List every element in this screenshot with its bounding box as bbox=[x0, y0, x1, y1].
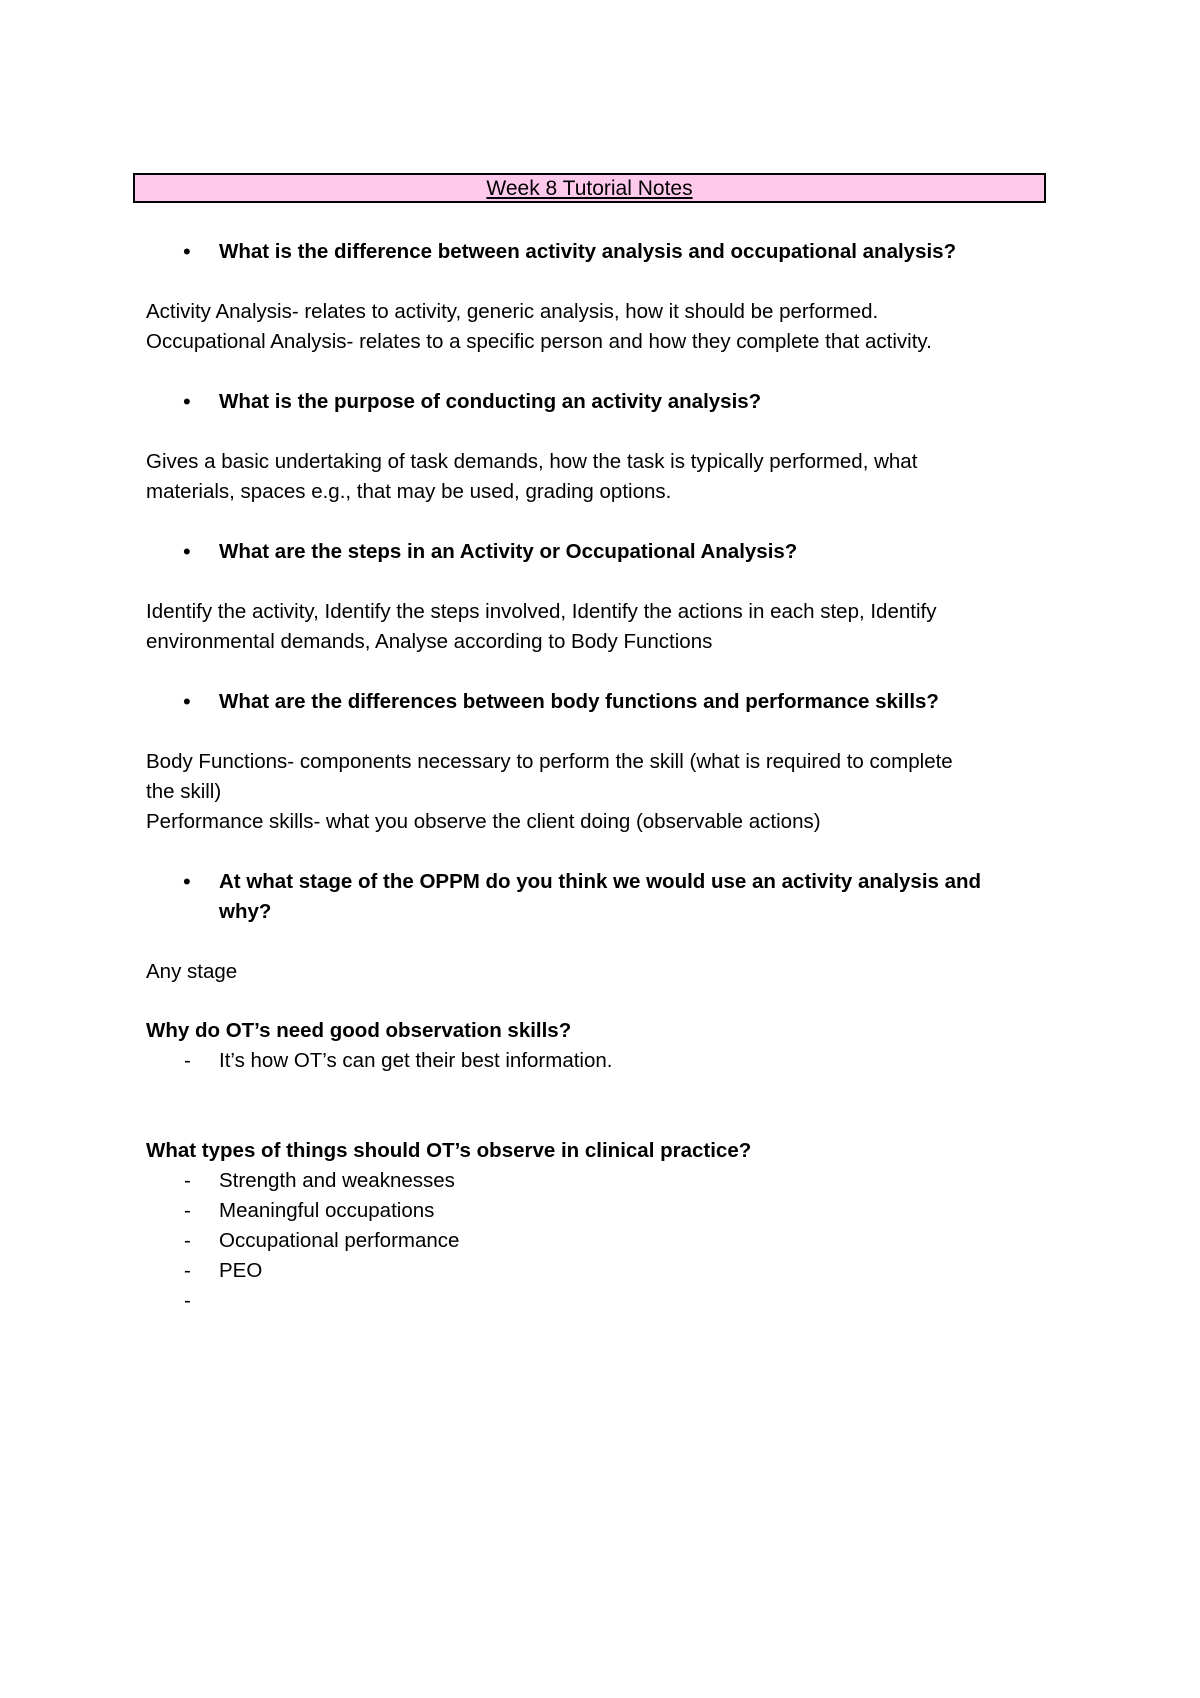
answer-4-line-3: Performance skills- what you observe the client doing (observable actions) bbox=[146, 810, 821, 833]
bullet-icon: • bbox=[183, 239, 191, 264]
observation-heading: Why do OT’s need good observation skills? bbox=[146, 1019, 572, 1042]
answer-1-line-1: Activity Analysis- relates to activity, generic analysis, how it should be performed. bbox=[146, 300, 879, 323]
answer-2-line-1: Gives a basic undertaking of task demands, how the task is typically performed, what bbox=[146, 450, 918, 473]
answer-5-line-1: Any stage bbox=[146, 960, 238, 983]
dash-marker: - bbox=[184, 1259, 191, 1282]
answer-2-line-2: materials, spaces e.g., that may be used, grading options. bbox=[146, 480, 672, 503]
observation-item: It’s how OT’s can get their best information. bbox=[219, 1049, 613, 1072]
bullet-icon: • bbox=[183, 389, 191, 414]
practice-item: Occupational performance bbox=[219, 1229, 460, 1252]
practice-item: Strength and weaknesses bbox=[219, 1169, 455, 1192]
dash-marker: - bbox=[184, 1049, 191, 1072]
question-3: What are the steps in an Activity or Occupational Analysis? bbox=[219, 540, 798, 563]
practice-heading: What types of things should OT’s observe in clinical practice? bbox=[146, 1139, 752, 1162]
dash-marker: - bbox=[184, 1289, 191, 1312]
question-5-line-1: At what stage of the OPPM do you think we would use an activity analysis and bbox=[219, 870, 982, 893]
question-4: What are the differences between body functions and performance skills? bbox=[219, 690, 939, 713]
question-5-line-2: why? bbox=[219, 900, 272, 923]
dash-marker: - bbox=[184, 1199, 191, 1222]
question-1: What is the difference between activity analysis and occupational analysis? bbox=[219, 240, 957, 263]
question-2: What is the purpose of conducting an activity analysis? bbox=[219, 390, 762, 413]
answer-4-line-1: Body Functions- components necessary to perform the skill (what is required to complete bbox=[146, 750, 953, 773]
bullet-icon: • bbox=[183, 539, 191, 564]
dash-marker: - bbox=[184, 1169, 191, 1192]
dash-marker: - bbox=[184, 1229, 191, 1252]
title-banner bbox=[133, 173, 1046, 203]
bullet-icon: • bbox=[183, 689, 191, 714]
practice-item: Meaningful occupations bbox=[219, 1199, 435, 1222]
answer-1-line-2: Occupational Analysis- relates to a specific person and how they complete that activity. bbox=[146, 330, 932, 353]
answer-4-line-2: the skill) bbox=[146, 780, 222, 803]
answer-3-line-2: environmental demands, Analyse according to Body Functions bbox=[146, 630, 713, 653]
answer-3-line-1: Identify the activity, Identify the steps involved, Identify the actions in each step, Identify bbox=[146, 600, 937, 623]
page-title: Week 8 Tutorial Notes bbox=[486, 177, 693, 200]
bullet-icon: • bbox=[183, 869, 191, 894]
practice-item: PEO bbox=[219, 1259, 263, 1282]
